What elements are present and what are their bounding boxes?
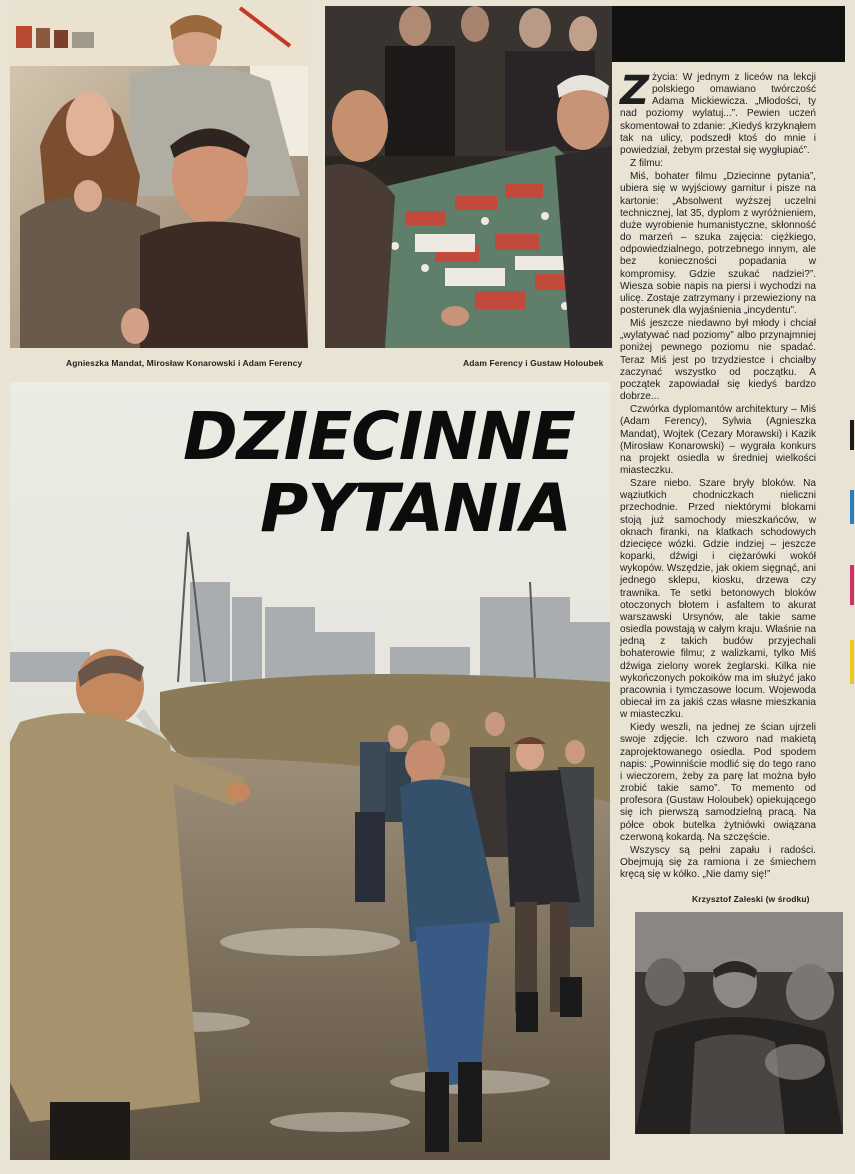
- article-paragraph-7: Kiedy weszli, na jednej ze ścian ujrzeli swoje zdjęcie. Ich czworo nad makietą zaprojektowanego osiedla. Pod spodem napis: „Powinniście modlić się do tego rano i wieczorem, żeby za parę lat można było zrobić takie samo”. To memento od profesora (Gustaw Holoubek) opiekującego się ich pierwszą samodzielną pracą. Na półce obok butelka żytniówki owiązana czerwoną kokardą. Na szczęście.: [620, 722, 816, 843]
- article-paragraph-4: Miś jeszcze niedawno był młody i chciał „wylatywać nad poziomy” albo przynajmniej poniżej pewnego poziomu nie spadać. Teraz Miś jest po trzydziestce i chciałby zaczynać wszystko od początku. A początek zapowiadał się kiedyś bardzo dobrze...: [620, 318, 816, 403]
- photo-crowd: [635, 912, 843, 1134]
- photo-architecture-model: [325, 6, 612, 348]
- registration-mark-magenta: [850, 565, 854, 605]
- caption-top-right: Adam Ferency i Gustaw Holoubek: [463, 358, 604, 368]
- article-paragraph-1: [620, 68, 816, 157]
- registration-mark-cyan: [850, 490, 854, 524]
- headline-line-1: DZIECINNE: [183, 398, 575, 475]
- article-text: [620, 68, 816, 882]
- headline-line-2: PYTANIA: [260, 470, 572, 547]
- black-strip: [612, 6, 845, 62]
- registration-mark-black: [850, 420, 854, 450]
- caption-small-photo: Krzysztof Zaleski (w środku): [692, 894, 810, 904]
- caption-top-left: Agnieszka Mandat, Mirosław Konarowski i Adam Ferency: [66, 358, 303, 368]
- registration-mark-yellow: [850, 640, 854, 684]
- paragraph-text: życia: W jednym z liceów na lekcji polskiego omawiano twórczość Adama Mickiewicza. „Młodości, ty nad poziomy wylatuj...”. Pewien uczeń skomentował to zdanie: „Kiedyś krzyknąłem tak na ulicy, podszedł ktoś do mnie i powiedział, żebym przestał się wygłupiać”.: [620, 72, 816, 156]
- article-paragraph-6: Szare niebo. Szare bryły bloków. Na wąziutkich chodniczkach nieliczni przechodnie. Przed niektórymi blokami stoją już samochody mieszkańców, w oknach firanki, na klatkach schodowych dziecięce wózki. Gdzie indziej – jeszcze koparki, dźwigi i ciężarówki wokół wykopów. Wszędzie, jak okiem sięgnąć, ani jednego sklepu, kiosku, drzewa czy trawnika. Te setki betonowych bloków otoczonych błotem i asfaltem to akurat warszawski Ursynów, ale takie same osiedla powstają w całym kraju. Właśnie na jedną z takich budów przyjechali bohaterowie filmu; z walizkami, tylko Miś dźwiga zielony worek żeglarski. Kilka nie wykończonych pokoików ma im służyć jako pracownia i tymczasowe locum. Wojewoda obiecał im za jakiś czas własne mieszkania w miasteczku.: [620, 478, 816, 721]
- article-paragraph-5: Czwórka dyplomantów architektury – Miś (Adam Ferency), Sylwia (Agnieszka Mandat), Wojtek (Cezary Morawski) i Kazik (Mirosław Konarowski) – wygrała konkurs na projekt osiedla w średniej wielkości miasteczku.: [620, 404, 816, 476]
- drop-cap: Z: [620, 68, 650, 114]
- article-paragraph-2: Z filmu:: [630, 158, 664, 170]
- article-paragraph-8: Wszyscy są pełni zapału i radości. Obejmują się za ramiona i ze śmiechem kręcą się w kółko. „Nie damy się!”: [620, 844, 816, 881]
- article-paragraph-3: Miś, bohater filmu „Dziecinne pytania”, ubiera się w wyjściowy garnitur i pisze na kartonie: „Absolwent wyższej uczelni technicznej, lat 35, dyplom z wyróżnieniem, duże wyrobienie humanistyczne, skłonność do marzeń – szuka zajęcia: ciężkiego, odpowiedzialnego, potrzebnego innym, ale bez konieczności popadania w kompromisy. Gdzie szukać nadziei?”. Wiesza sobie napis na piersi i wychodzi na ulicę. Zostaje zatrzymany i przewieziony na posterunek dla wyjaśnienia „incydentu”.: [620, 171, 816, 316]
- photo-three-people: [10, 6, 308, 348]
